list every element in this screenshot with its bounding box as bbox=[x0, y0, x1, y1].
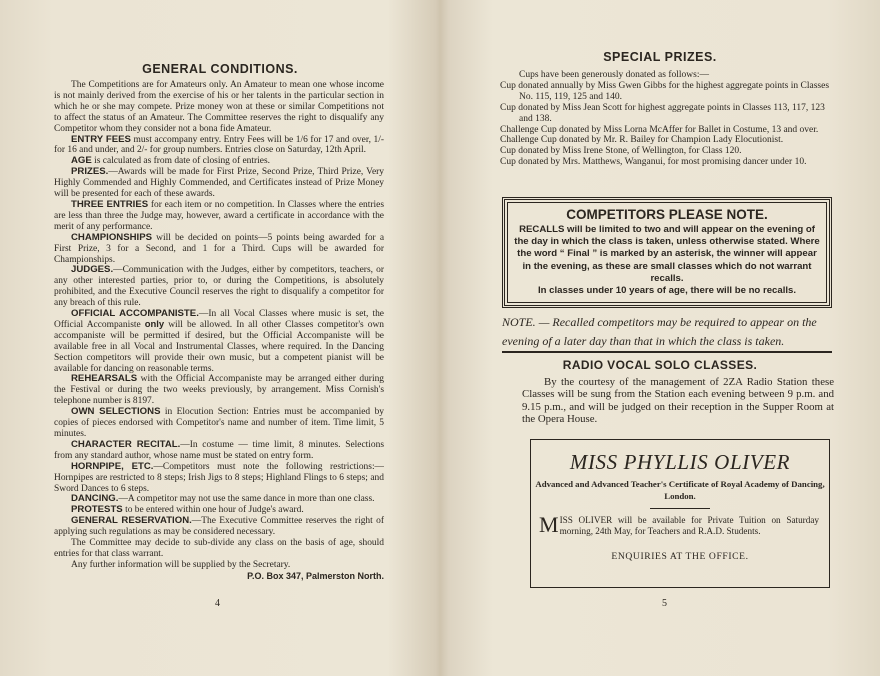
notice-title: COMPETITORS PLEASE NOTE. bbox=[566, 207, 768, 222]
cup-item: Cup donated by Miss Jean Scott for highest aggregate points in Classes 113, 117, 123 and 138. bbox=[500, 102, 825, 124]
radio-vocal-title: RADIO VOCAL SOLO CLASSES. bbox=[562, 358, 758, 372]
advert-enquiries: ENQUIRIES AT THE OFFICE. bbox=[611, 551, 749, 562]
rehearsals-text: with the Official Accompaniste may be arranged either during the Festival or during the two weeks previously, by arrangement. Miss Cornish's telephone number is 8197. bbox=[54, 374, 385, 407]
entry-fees-heading: ENTRY FEES bbox=[71, 133, 131, 145]
protests-heading: PROTESTS bbox=[71, 504, 123, 516]
general-conditions-title: GENERAL CONDITIONS. bbox=[142, 62, 298, 76]
accompaniste-only: only bbox=[144, 318, 165, 330]
entry-fees-paragraph bbox=[54, 135, 384, 157]
own-selections-heading: OWN SELECTIONS bbox=[71, 406, 161, 418]
dancing-heading: DANCING. bbox=[71, 493, 119, 505]
character-text: —In costume — time limit, 8 minutes. Selections from any standard author, whose name must be stated on entry form. bbox=[54, 439, 384, 461]
three-entries-paragraph bbox=[54, 200, 384, 233]
general-conditions-body bbox=[54, 80, 384, 582]
hornpipe-heading: HORNPIPE, ETC. bbox=[71, 460, 154, 472]
advert-short-rule bbox=[650, 508, 710, 509]
hornpipe-paragraph bbox=[54, 462, 384, 495]
page-number-left: 4 bbox=[215, 598, 220, 609]
dancing-text: —A competitor may not use the same dance in more than one class. bbox=[118, 494, 375, 505]
accompaniste-text-a: —In all Vocal Classes where music is set, the Official Accompaniste bbox=[54, 309, 384, 330]
character-heading: CHARACTER RECITAL. bbox=[71, 438, 181, 450]
advert-description bbox=[539, 512, 819, 537]
accompaniste-text-b: will be allowed. In all other Classes competitor's own accompaniste will be permitted if desired, but the Official Accompaniste will be available free in all Vocal and Instrumental Classes, where required. In the Dancing Section competitors will provide their own music, but a competent pianist will be available for dancing on reasonable terms. bbox=[54, 319, 385, 374]
age-heading: AGE bbox=[71, 155, 92, 167]
protests-text: to be entered within one hour of Judge's award. bbox=[125, 505, 304, 516]
rehearsals-paragraph bbox=[54, 374, 384, 407]
advert-certificate: Advanced and Advanced Teacher's Certificate of Royal Academy of Dancing, London. bbox=[535, 479, 825, 501]
reservation-text: —The Executive Committee reserves the right of applying such regulations as may be considered necessary. bbox=[54, 516, 384, 538]
secretary-address: P.O. Box 347, Palmerston North. bbox=[247, 570, 384, 581]
three-entries-text: for each item or no competition. In Classes where the entries are less than three the Judge may, however, award a certificate in accordance with the merit of any performance. bbox=[54, 199, 385, 232]
phyllis-oliver-advert bbox=[530, 439, 830, 588]
prizes-text: —Awards will be made for First Prize, Second Prize, Third Prize, Very Highly Commended and Highly Commended, and Certificates instead of Prize Money will be presented for each of these awards. bbox=[54, 167, 384, 200]
notice-text-recalls: In classes under 10 years of age, there will be no recalls. bbox=[537, 285, 797, 297]
page-number-right: 5 bbox=[662, 598, 667, 609]
reservation-paragraph bbox=[54, 516, 384, 538]
advert-text: ISS OLIVER will be available for Private Tuition on Saturday morning, 24th May, for Teachers and R.A.D. Students. bbox=[559, 515, 819, 536]
entry-fees-text: must accompany entry. Entry Fees will be 1/6 for 17 and over, 1/- for 16 and under, and 2/- for group numbers. Entries close on Saturday, 12th April. bbox=[54, 134, 384, 156]
championships-heading: CHAMPIONSHIPS bbox=[71, 231, 153, 243]
own-selections-paragraph bbox=[54, 407, 384, 440]
reservation-heading: GENERAL RESERVATION. bbox=[71, 515, 192, 527]
own-selections-text: in Elocution Section: Entries must be accompanied by copies of pieces endorsed with Competitor's name and number of item. Time limit, 5 minutes. bbox=[54, 407, 385, 439]
cup-item: Cup donated by Mrs. Matthews, Wanganui, for most promising dancer under 10. bbox=[500, 157, 807, 168]
right-page bbox=[440, 0, 880, 676]
cup-item: Challenge Cup donated by Mr. R. Bailey for Champion Lady Elocutionist. bbox=[500, 135, 784, 146]
championships-text: will be decided on points—5 points being awarded for a First Prize, 3 for a Second, and 1 for a Third. Cups will be awarded for Championships. bbox=[54, 232, 385, 265]
amateur-paragraph: The Competitions are for Amateurs only. An Amateur to mean one whose income is not mainly derived from the exercise of his or her talents in the particular section in which he or she may compete. Prize money won at these or similar Competitions not to affect the status of an Amateur. The Committee reserves the right to disqualify any Competitor whom they consider not a bona fide Amateur. bbox=[54, 80, 384, 134]
advert-name: MISS PHYLLIS OLIVER bbox=[569, 450, 791, 474]
prizes-heading: PRIZES. bbox=[71, 166, 109, 178]
further-info-paragraph: Any further information will be supplied by the Secretary. bbox=[71, 559, 291, 570]
championships-paragraph bbox=[54, 233, 384, 266]
hornpipe-text: —Competitors must note the following restrictions:—Hornpipes are restricted to 8 steps; Irish Jigs to 8 steps; Highland Flings to 6 steps; and Sword Dances to 6 steps. bbox=[54, 461, 384, 494]
special-prizes-title: SPECIAL PRIZES. bbox=[603, 50, 717, 64]
subdivide-paragraph: The Committee may decide to sub-divide any class on the basis of age, should entries for that class warrant. bbox=[54, 538, 384, 559]
note-label: NOTE. bbox=[502, 315, 536, 329]
character-paragraph bbox=[54, 440, 384, 462]
special-prizes-intro: Cups have been generously donated as follows:— bbox=[519, 70, 709, 80]
judges-text: —Communication with the Judges, either by competitors, teachers, or any other interested parties, prior to, or during the Competitions, is absolutely prohibited, and the Executive Council reserves the right to disqualify a competitor for any breach of this rule. bbox=[54, 265, 384, 309]
special-prizes-list bbox=[500, 70, 835, 168]
cup-item: Challenge Cup donated by Miss Lorna McAffer for Ballet in Costume, 13 and over. bbox=[500, 124, 819, 135]
accompaniste-heading: OFFICIAL ACCOMPANISTE. bbox=[71, 308, 199, 320]
judges-paragraph bbox=[54, 265, 384, 309]
rehearsals-heading: REHEARSALS bbox=[71, 373, 138, 385]
judges-heading: JUDGES. bbox=[71, 264, 114, 276]
advert-drop-cap: M bbox=[539, 512, 559, 537]
competitors-notice-box bbox=[502, 197, 832, 308]
prizes-paragraph bbox=[54, 167, 384, 200]
divider-rule bbox=[502, 351, 832, 353]
accompaniste-paragraph bbox=[54, 309, 384, 374]
cup-item: Cup donated by Miss Irene Stone, of Wellington, for Class 120. bbox=[500, 146, 742, 157]
cup-item: Cup donated annually by Miss Gwen Gibbs for the highest aggregate points in Classes No. 115, 119, 125 and 140. bbox=[500, 80, 830, 102]
note-text: — Recalled competitors may be required to appear on the evening of a later day than that in which the class is taken. bbox=[502, 315, 817, 348]
three-entries-heading: THREE ENTRIES bbox=[71, 198, 149, 210]
recall-note bbox=[502, 313, 842, 351]
notice-text: RECALLS will be limited to two and will appear on the evening of the day in which the class is taken, unless otherwise stated. Where the word “ Final ” is marked by an asterisk, the winner will appear in the evening, as these are small classes which do not warrant recalls. bbox=[514, 224, 820, 284]
radio-vocal-text: By the courtesy of the management of 2ZA Radio Station these Classes will be sung from the Station each evening between 9 p.m. and 9.15 p.m., and will be judged on their reception in the Supper Room at the Opera House. bbox=[522, 376, 834, 426]
age-text: is calculated as from date of closing of entries. bbox=[94, 156, 270, 167]
